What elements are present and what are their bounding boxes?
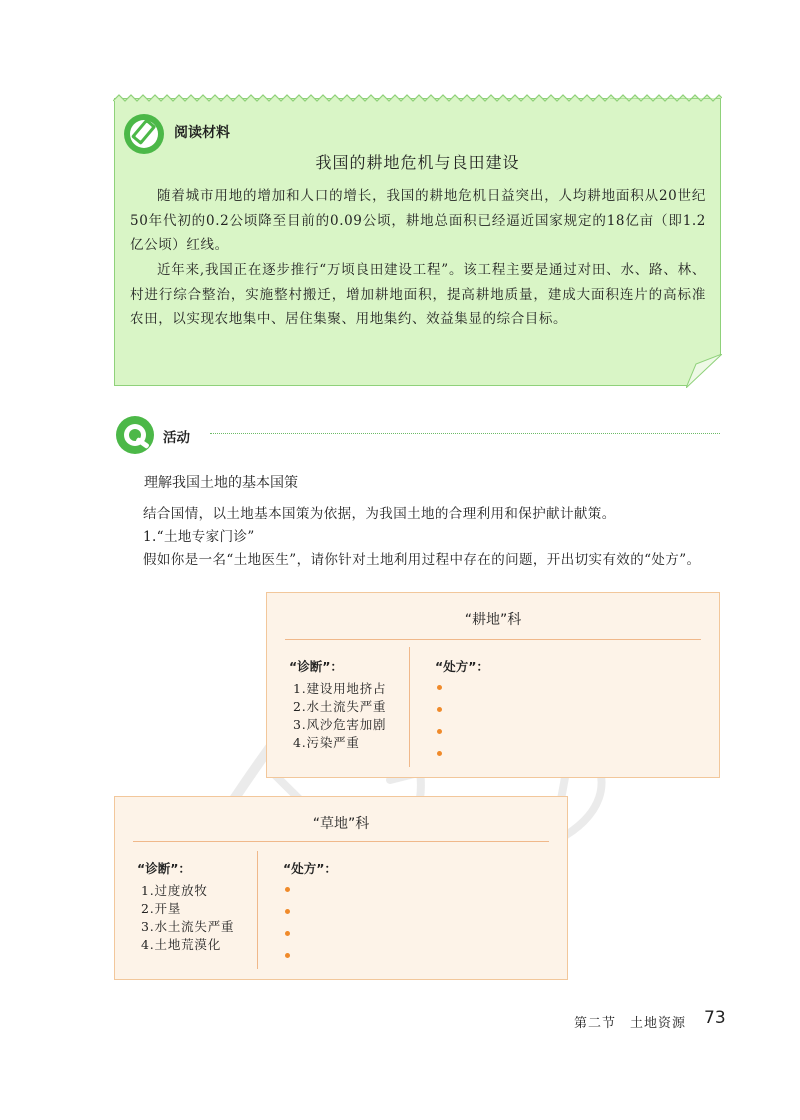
diagnosis-item: 4.污染严重 bbox=[293, 735, 360, 750]
clinic-divider bbox=[285, 639, 701, 640]
diagnosis-label: “诊断”： bbox=[137, 861, 191, 876]
reading-material-label: 阅读材料 bbox=[174, 125, 230, 141]
reading-paragraph-2: 近年来,我国正在逐步推行“万顷良田建设工程”。该工程主要是通过对田、水、路、林、村进行综合整治，实施整村搬迁，增加耕地面积，提高耕地质量，建成大面积连片的高标准农田，以实现农地集中、居住集聚、用地集约、效益集显的综合目标。 bbox=[130, 262, 706, 327]
grassland-clinic-title: “草地”科 bbox=[312, 816, 370, 832]
prescription-label: “处方”： bbox=[283, 861, 337, 876]
footer-section-title: 第二节 土地资源 bbox=[574, 1016, 687, 1031]
prescription-bullet bbox=[285, 931, 290, 936]
farmland-clinic-card bbox=[266, 592, 720, 778]
clinic-column-divider bbox=[257, 851, 258, 969]
prescription-bullet bbox=[437, 707, 442, 712]
prescription-bullet bbox=[437, 751, 442, 756]
page-number: 73 bbox=[704, 1008, 726, 1028]
diagnosis-item: 1.过度放牧 bbox=[141, 883, 208, 898]
diagnosis-item: 3.风沙危害加剧 bbox=[293, 717, 387, 732]
diagnosis-item: 2.开垦 bbox=[141, 901, 182, 916]
prescription-bullet bbox=[437, 685, 442, 690]
diagnosis-item: 4.土地荒漠化 bbox=[141, 937, 222, 952]
page-curl-icon bbox=[686, 354, 722, 388]
activity-item-1: 1.“土地专家门诊” bbox=[143, 529, 255, 545]
diagnosis-item: 3.水土流失严重 bbox=[141, 919, 235, 934]
prescription-bullet bbox=[285, 887, 290, 892]
diagnosis-item: 1.建设用地挤占 bbox=[293, 681, 387, 696]
prescription-label: “处方”： bbox=[435, 659, 489, 674]
reading-paragraph-1: 随着城市用地的增加和人口的增长，我国的耕地危机日益突出，人均耕地面积从20世纪50年代初的0.2公顷降至目前的0.09公顷，耕地总面积已经逼近国家规定的18亿亩（即1.2亿公顷）红线。 bbox=[130, 188, 706, 253]
clinic-column-divider bbox=[409, 647, 410, 767]
activity-icon bbox=[114, 414, 156, 456]
activity-label: 活动 bbox=[163, 430, 190, 446]
clinic-divider bbox=[133, 841, 549, 842]
activity-intro: 结合国情，以土地基本国策为依据，为我国土地的合理利用和保护献计献策。 bbox=[143, 506, 616, 522]
activity-item-1-text: 假如你是一名“土地医生”，请你针对土地利用过程中存在的问题，开出切实有效的“处方”。 bbox=[143, 552, 701, 568]
zigzag-border bbox=[113, 93, 722, 103]
diagnosis-label: “诊断”： bbox=[289, 659, 343, 674]
activity-heading: 理解我国土地的基本国策 bbox=[144, 475, 298, 491]
activity-divider bbox=[210, 433, 720, 434]
farmland-clinic-title: “耕地”科 bbox=[464, 612, 522, 628]
grassland-clinic-card bbox=[114, 796, 568, 980]
prescription-bullet bbox=[285, 909, 290, 914]
reading-title: 我国的耕地危机与良田建设 bbox=[315, 153, 520, 172]
diagnosis-item: 2.水土流失严重 bbox=[293, 699, 387, 714]
prescription-bullet bbox=[285, 953, 290, 958]
prescription-bullet bbox=[437, 729, 442, 734]
